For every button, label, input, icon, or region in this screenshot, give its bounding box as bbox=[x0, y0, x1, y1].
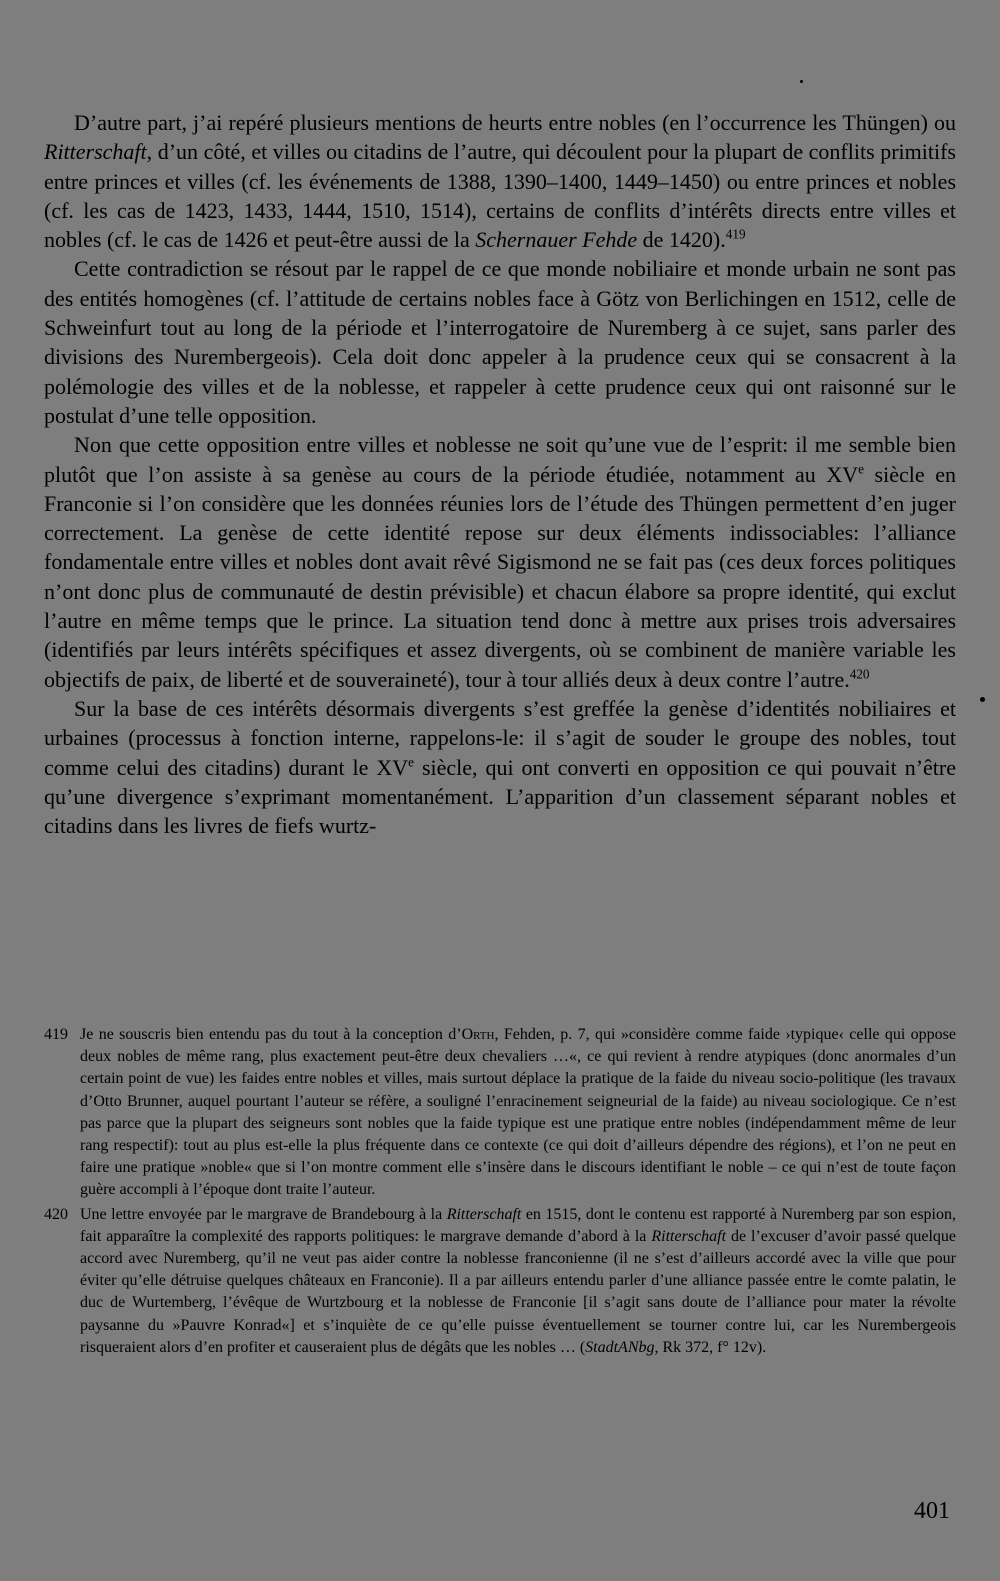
footnote-reference: e bbox=[408, 754, 415, 770]
body-paragraph bbox=[44, 254, 956, 430]
text-segment: Je ne souscris bien entendu pas du tout à la conception d’ bbox=[80, 1026, 462, 1043]
footnotes-section bbox=[44, 1024, 956, 1361]
footnote-number: 420 bbox=[44, 1205, 68, 1223]
italic-text: Schernauer Fehde bbox=[475, 227, 638, 253]
italic-text: StadtANbg bbox=[585, 1338, 655, 1356]
body-paragraph bbox=[44, 694, 956, 840]
text-segment: , Rk 372, f° 12v). bbox=[654, 1338, 767, 1356]
footnote bbox=[44, 1204, 956, 1359]
page-number: 401 bbox=[914, 1498, 950, 1524]
text-segment: siècle, qui ont converti en opposition ce qui pouvait n’être qu’une divergence s’exprimant momentanément. L’apparition d’un classement séparant nobles et citadins dans les livres de fiefs wurtz- bbox=[44, 754, 956, 839]
footnote-reference: e bbox=[858, 461, 864, 477]
italic-text: Ritterschaft bbox=[651, 1227, 727, 1245]
text-segment: Sur la base de ces intérêts désormais divergents s’est greffée la genèse d’identités nobiliaires et urbaines (processus à fonction interne, rappelons-le: il s’agit de souder le groupe des nobles, tout comme celui des citadins) durant le XV bbox=[44, 695, 956, 780]
italic-text: Ritterschaft bbox=[446, 1205, 522, 1223]
footnote-number: 419 bbox=[44, 1026, 68, 1043]
text-segment: de 1420). bbox=[637, 227, 726, 253]
text-segment: de l’excuser d’avoir passé quelque accord avec Nuremberg, qu’il ne veut pas aider contre la noblesse franconienne (il ne s’est d’ailleurs accordé avec la ville que pour éviter qu’elle détruise quelques châteaux en Franconie). Il a par ailleurs entendu parler d’une alliance passée entre le comte palatin, le duc de Wurtemberg, l’évêque de Wurtzbourg et la noblesse de Franconie [il s’agit sans doute de l’alliance pour mater la révolte paysanne du »Pauvre Konrad«] et s’inquiète de ce qu’elle puisse éventuellement se tourner contre lui, car les Nurembergeois risqueraient alors d’en profiter et causeraient plus de dégâts que les nobles … ( bbox=[80, 1227, 956, 1356]
main-text bbox=[44, 108, 956, 840]
text-segment: siècle en Franconie si l’on considère que les données réunies lors de l’étude des Thüngen permettent d’en juger correctement. La genèse de cette identité repose sur deux éléments indissociables: l’alliance fondamentale entre villes et nobles dont avait rêvé Sigismond ne se fait pas (ces deux forces politiques n’ont donc plus de communauté de destin prévisible) et chacun élabore sa propre identité, qui exclut l’autre en même temps que le prince. La situation tend donc à mettre aux prises trois adversaires (identifiés par leurs intérêts spécifiques et assez divergents, où se combinent de manière variable les objectifs de paix, de liberté et de souveraineté), tour à tour alliés deux à deux contre l’autre. bbox=[44, 461, 956, 692]
footnote-reference: 419 bbox=[725, 226, 746, 242]
body-paragraph bbox=[44, 430, 956, 694]
text-segment: , d’un côté, et villes ou citadins de l’autre, qui découlent pour la plupart de conflits primitifs entre princes et villes (cf. les événements de 1388, 1390–1400, 1449–1450) ou entre princes et nobles (cf. les cas de 1423, 1433, 1444, 1510, 1514), certains de conflits d’intérêts directs entre villes et nobles (cf. le cas de 1426 et peut-être aussi de la bbox=[44, 139, 956, 253]
text-segment: Cette contradiction se résout par le rappel de ce que monde nobiliaire et monde urbain ne sont pas des entités homogènes (cf. l’attitude de certains nobles face à Götz von Berlichingen en 1512, celle de Schweinfurt tout au long de la période et l’interrogatoire de Nuremberg à ce sujet, sans parler des divisions des Nurembergeois). Cela doit donc appeler à la prudence ceux qui se consacrent à la polémologie des villes et de la noblesse, et rappeler à cette prudence ceux qui ont raisonné sur le postulat d’une telle opposition. bbox=[44, 256, 956, 428]
italic-text: Ritterschaft bbox=[44, 139, 147, 165]
text-segment: , Fehden, p. 7, qui »considère comme faide ›typique‹ celle qui oppose deux nobles de même rang, plus exactement peut-être deux chevaliers …«, ce qui revient à rendre atypiques (donc anormales d’un certain point de vue) les faides entre nobles et villes, mais surtout déplace la pratique de la faide du niveau socio-politique (les travaux d’Otto Brunner, auquel pourtant l’auteur se réfère, a souligné l’enracinement seigneurial de la faide) au niveau sociologique. Ce n’est pas parce que la plupart des seigneurs sont nobles que la faide typique est une pratique entre nobles (indépendamment même de leur rang respectif): tout au plus est-elle la plus fréquente dans ce contexte (ce qui doit d’ailleurs dépendre des régions), et l’on ne peut en faire une pratique »noble« que si l’on montre comment elle s’insère dans le discours identifiant le noble – ce qui n’est de toute façon guère accompli à l’époque dont traite l’auteur. bbox=[80, 1026, 956, 1199]
text-segment: Une lettre envoyée par le margrave de Brandebourg à la bbox=[80, 1205, 447, 1223]
body-paragraph bbox=[44, 108, 956, 254]
speck-mark bbox=[800, 80, 803, 83]
footnote bbox=[44, 1024, 956, 1202]
text-segment: D’autre part, j’ai repéré plusieurs mentions de heurts entre nobles (en l’occurrence les Thüngen) ou bbox=[74, 110, 956, 135]
margin-dot-mark bbox=[980, 697, 985, 702]
footnote-reference: 420 bbox=[849, 666, 870, 682]
text-segment: Non que cette opposition entre villes et noblesse ne soit qu’une vue de l’esprit: il me semble bien plutôt que l’on assiste à sa genèse au cours de la période étudiée, notamment au XV bbox=[44, 432, 956, 487]
text-segment: en 1515, dont le contenu est rapporté à Nuremberg par son espion, fait apparaître la complexité des rapports politiques: le margrave demande d’abord à la bbox=[80, 1205, 956, 1245]
author-name: Orth bbox=[461, 1026, 495, 1043]
